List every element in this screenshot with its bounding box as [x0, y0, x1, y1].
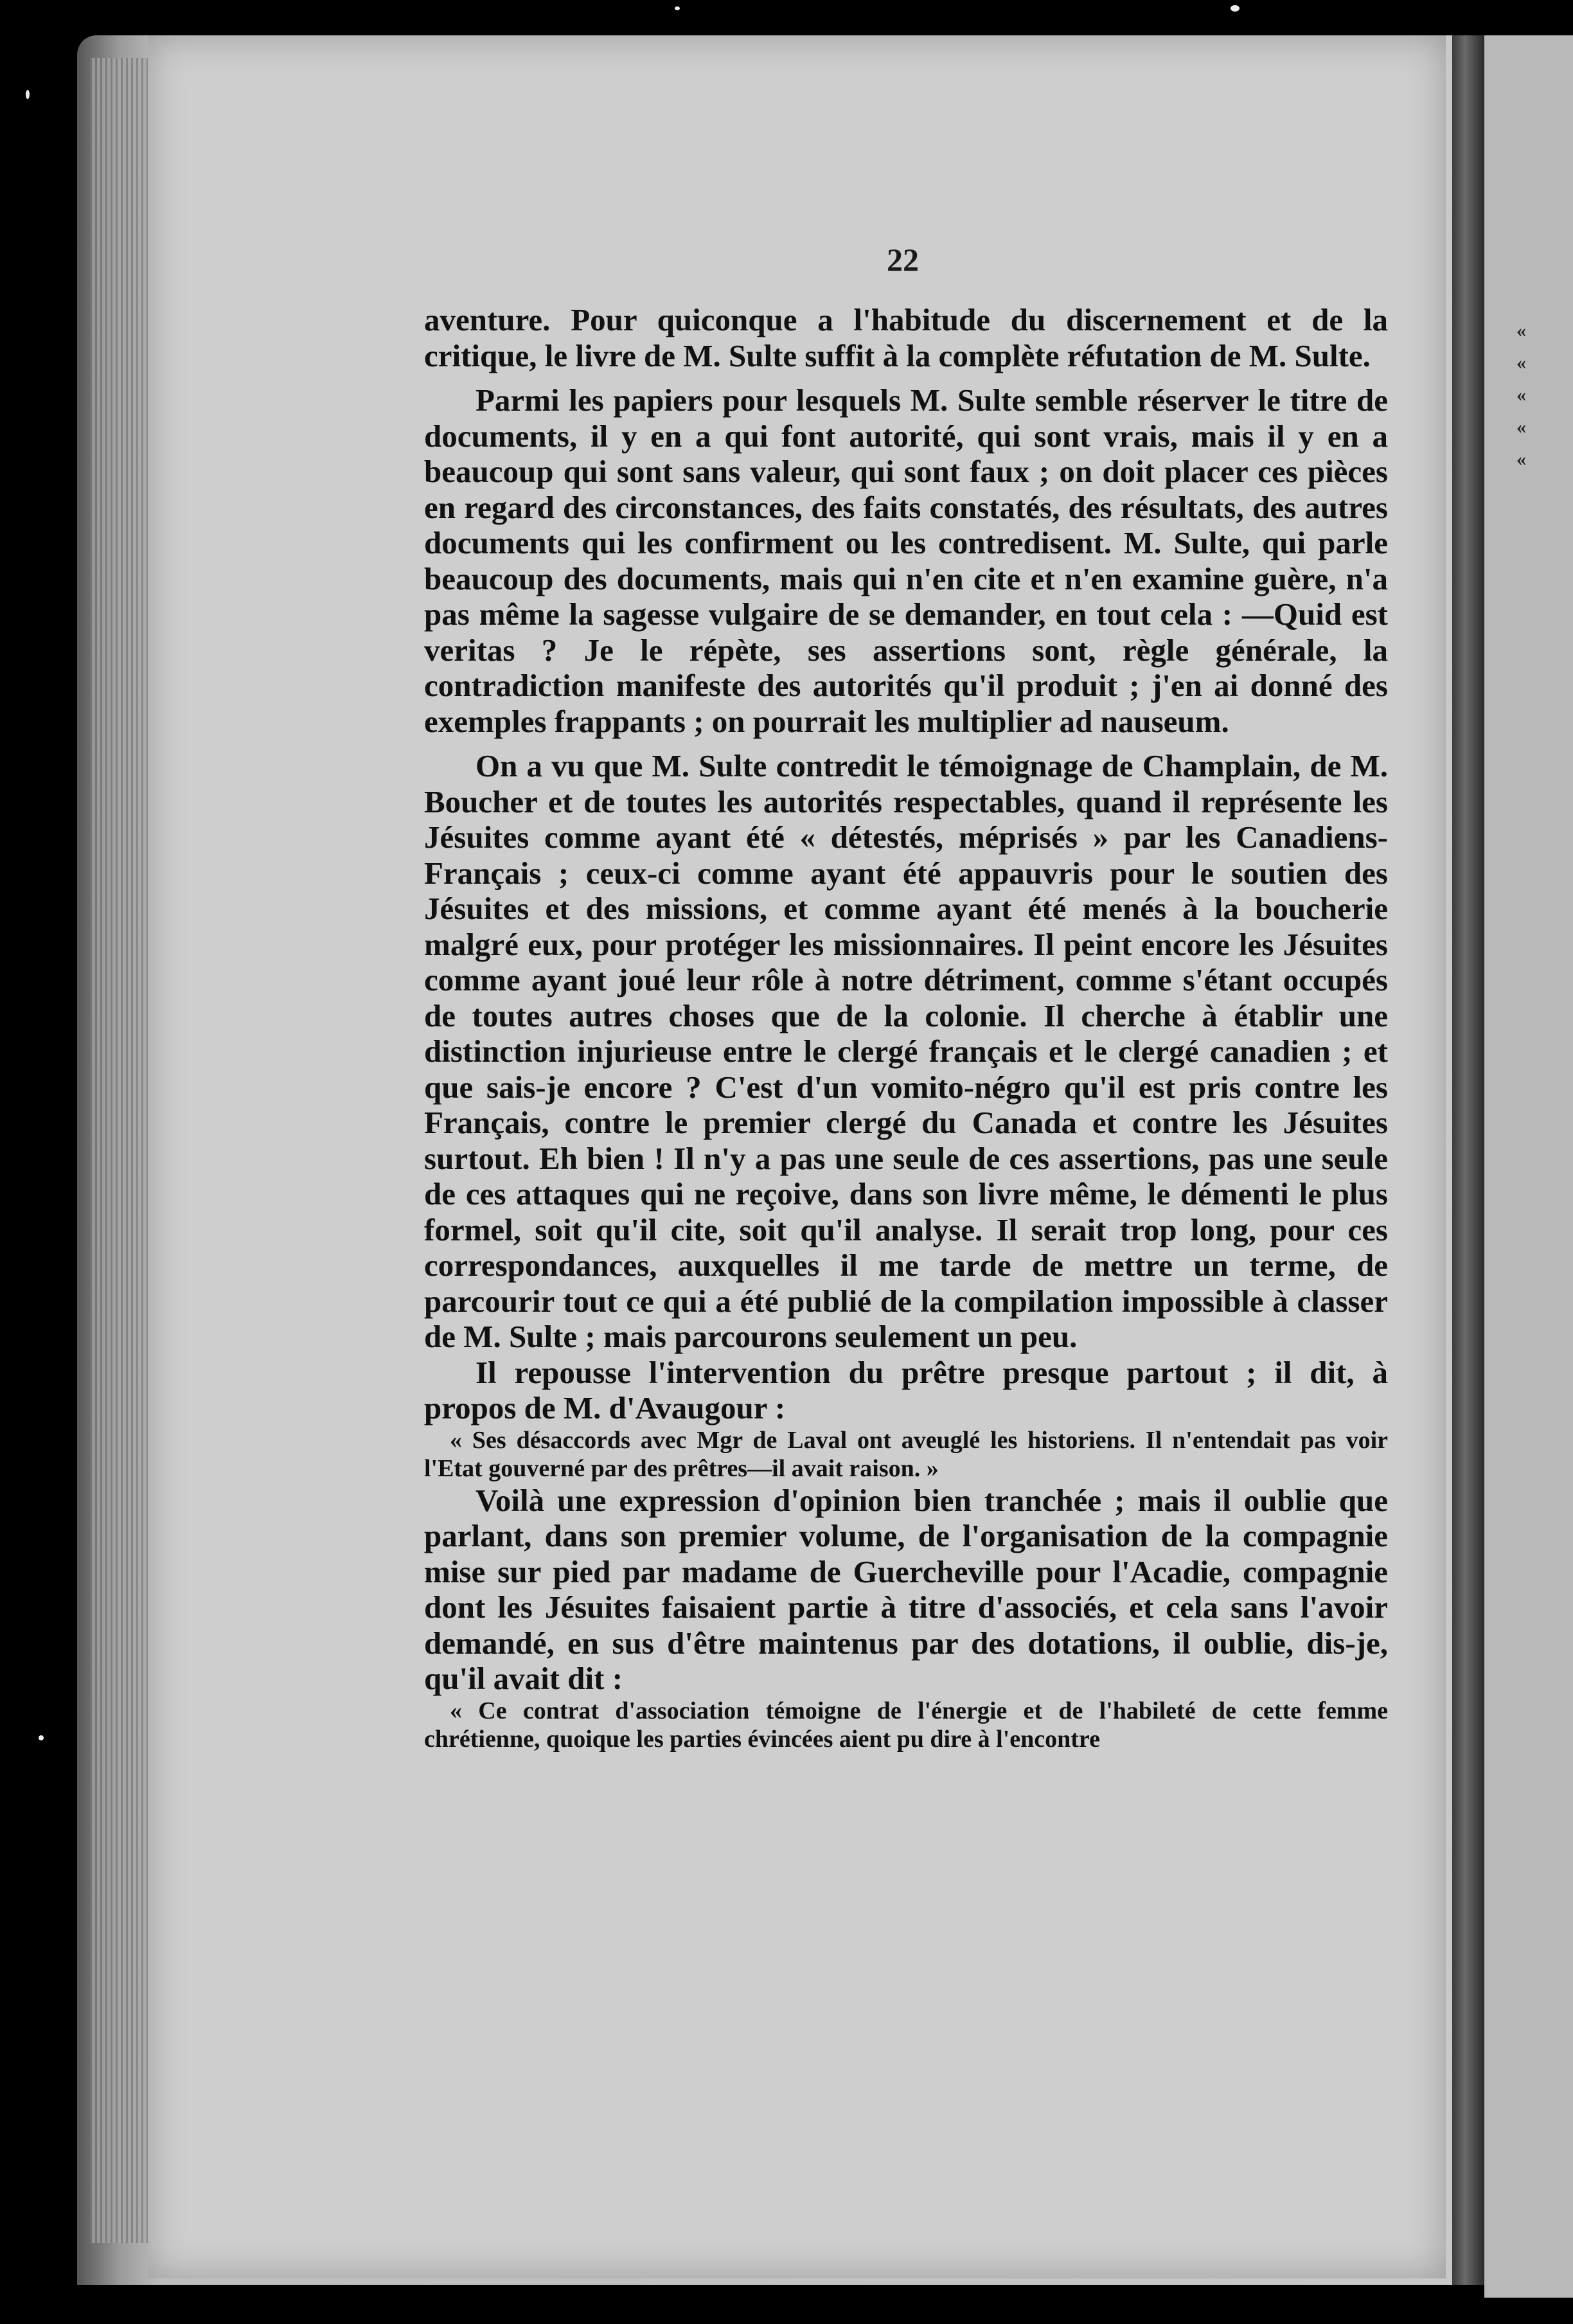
- block-quote: « Ce contrat d'association témoigne de l'énergie et de l'habileté de cette femme chrétienne, quoique les parties évincées aient pu dire à l'encontre: [424, 1697, 1388, 1753]
- facing-mark: «: [1516, 352, 1526, 373]
- facing-page-marks: [1516, 315, 1526, 476]
- body-text: [424, 302, 1388, 1753]
- facing-mark: «: [1516, 320, 1526, 341]
- facing-page: [1484, 35, 1573, 2298]
- facing-mark: «: [1516, 449, 1526, 470]
- facing-mark: «: [1516, 416, 1526, 438]
- paragraph: aventure. Pour quiconque a l'habitude du discernement et de la critique, le livre de M. Sulte suffit à la complète réfutation de M. Sulte.: [424, 302, 1388, 373]
- paragraph: Parmi les papiers pour lesquels M. Sulte semble réserver le titre de documents, il y en a qui font autorité, qui sont vrais, mais il y en a beaucoup qui sont sans valeur, qui sont faux ; on doit placer ces pièces en regard des circonstances, des faits constatés, des résultats, des autres documents qui les confirment ou les contredisent. M. Sulte, qui parle beaucoup des documents, mais qui n'en cite et n'en examine guère, n'a pas même la sagesse vulgaire de se demander, en tout cela : —Quid est veritas ? Je le répète, ses assertions sont, règle générale, la contradiction manifeste des autorités qu'il produit ; j'en ai donné des exemples frappants ; on pourrait les multiplier ad nauseum.: [424, 382, 1388, 739]
- facing-mark: «: [1516, 384, 1526, 406]
- paragraph: Voilà une expression d'opinion bien tranchée ; mais il oublie que parlant, dans son premier volume, de l'organisation de la compagnie mise sur pied par madame de Guercheville pour l'Acadie, compagnie dont les Jésuites faisaient partie à titre d'associés, et cela sans l'avoir demandé, en sus d'être maintenus par des dotations, il oublie, dis-je, qu'il avait dit :: [424, 1482, 1388, 1696]
- block-quote: « Ses désaccords avec Mgr de Laval ont aveuglé les historiens. Il n'entendait pas voir l'Etat gouverné par des prêtres—il avait raison. »: [424, 1426, 1388, 1482]
- paragraph: On a vu que M. Sulte contredit le témoignage de Champlain, de M. Boucher et de toutes les autorités respectables, quand il représente les Jésuites comme ayant été « détestés, méprisés » par les Canadiens-Français ; ceux-ci comme ayant été appauvris pour le soutien des Jésuites et des missions, et comme ayant été menés à la boucherie malgré eux, pour protéger les missionnaires. Il peint encore les Jésuites comme ayant joué leur rôle à notre détriment, comme s'étant occupés de toutes autres choses que de la colonie. Il cherche à établir une distinction injurieuse entre le clergé français et le clergé canadien ; et que sais-je encore ? C'est d'un vomito-négro qu'il est pris contre les Français, contre le premier clergé du Canada et contre les Jésuites surtout. Eh bien ! Il n'y a pas une seule de ces assertions, pas une seule de ces attaques qui ne reçoive, dans son livre même, le démenti le plus formel, soit qu'il cite, soit qu'il analyse. Il serait trop long, pour ces correspondances, auxquelles il me tarde de mettre un terme, de parcourir tout ce qui a été publié de la compilation impossible à classer de M. Sulte ; mais parcourons seulement un peu.: [424, 748, 1388, 1354]
- book-gutter: [1452, 35, 1484, 2285]
- page-number: 22: [887, 242, 919, 278]
- page-edges: [90, 58, 148, 2243]
- paragraph: Il repousse l'intervention du prêtre presque partout ; il dit, à propos de M. d'Avaugour :: [424, 1354, 1388, 1426]
